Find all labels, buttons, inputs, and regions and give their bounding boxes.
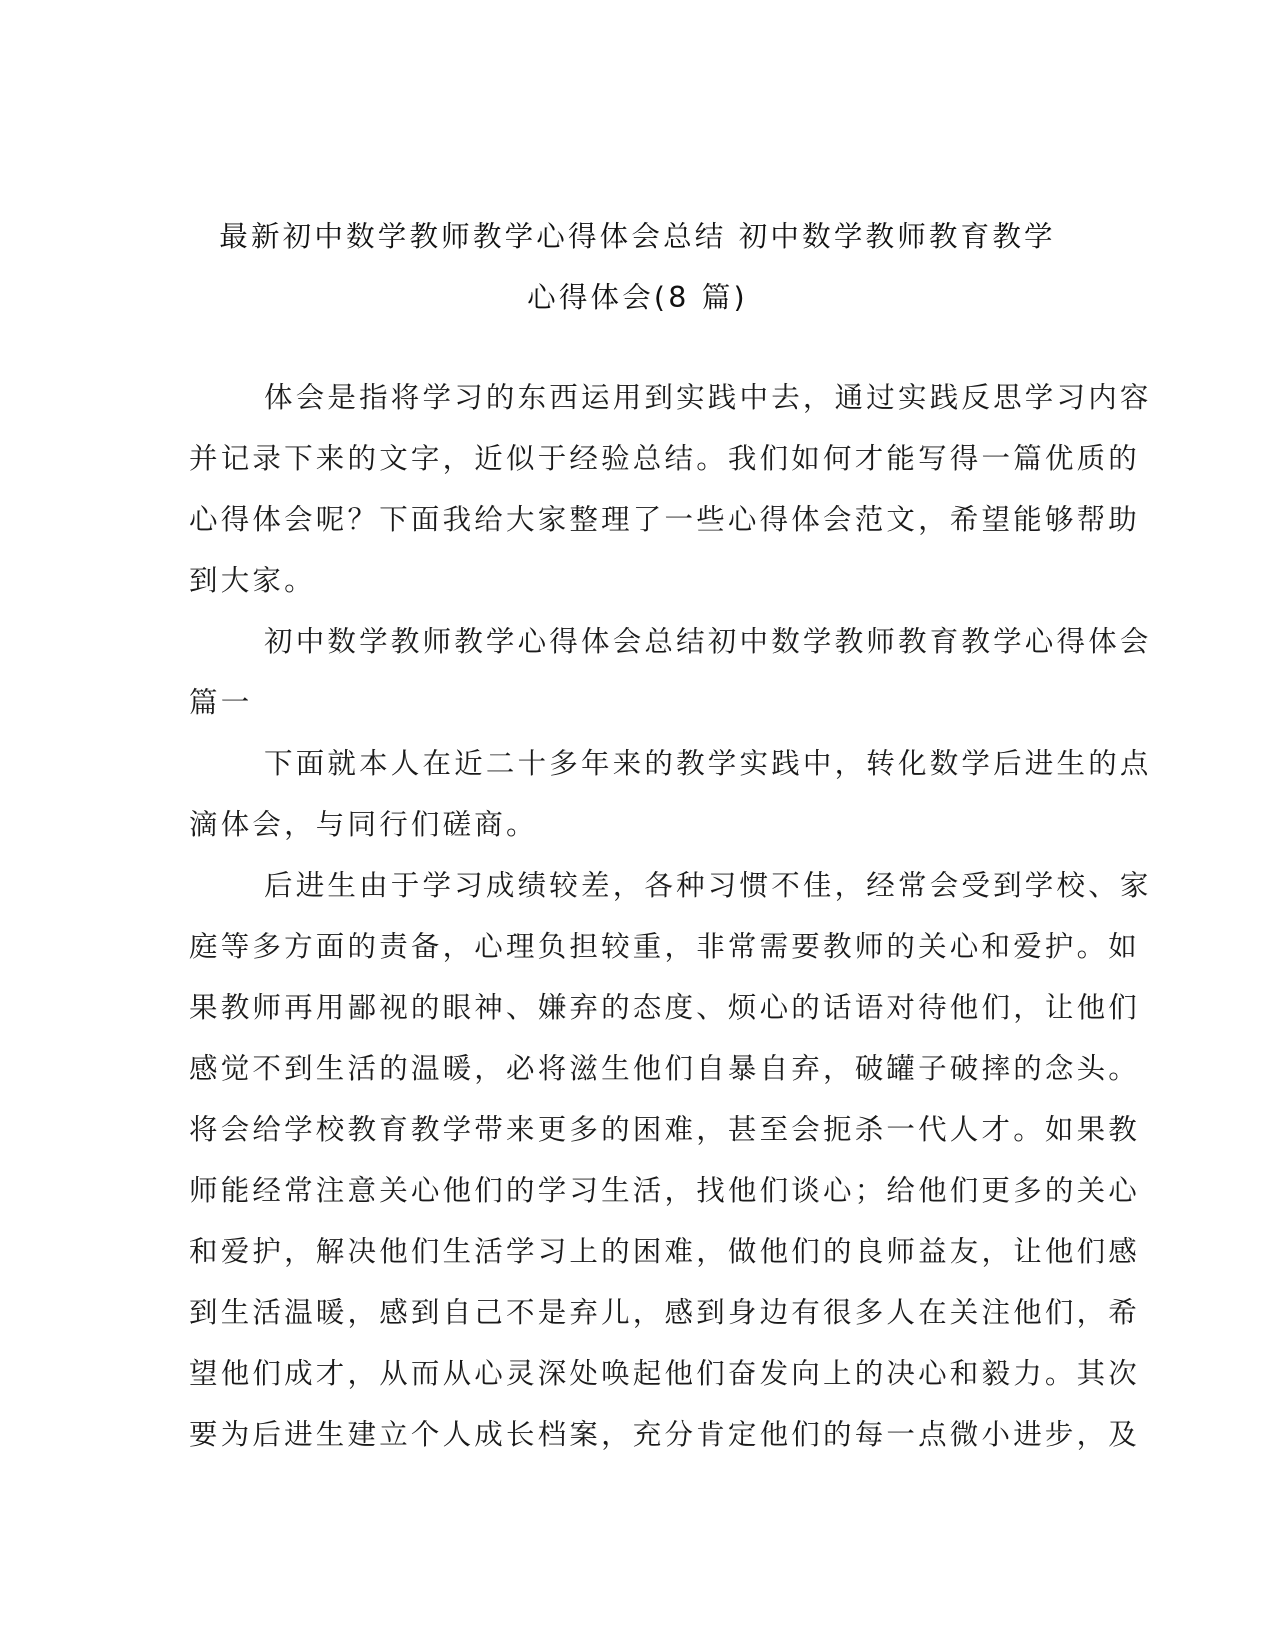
document-title <box>160 206 1115 328</box>
paragraph-line: 庭等多方面的责备，心理负担较重，非常需要教师的关心和爱护。如 <box>189 930 1141 963</box>
title-line: 最新初中数学教师教学心得体会总结 初中数学教师教育教学 <box>219 220 1056 253</box>
paragraph-line: 体会是指将学习的东西运用到实践中去，通过实践反思学习内容 <box>264 381 1152 414</box>
paragraph-line: 下面就本人在近二十多年来的教学实践中，转化数学后进生的点 <box>264 747 1152 780</box>
section-heading <box>189 611 1152 733</box>
paragraph-line: 师能经常注意关心他们的学习生活，找他们谈心；给他们更多的关心 <box>189 1174 1141 1207</box>
paragraph-intro <box>189 367 1152 611</box>
paragraph-line: 到生活温暖，感到自己不是弃儿，感到身边有很多人在关注他们，希 <box>189 1296 1141 1329</box>
paragraph-opening <box>189 733 1152 855</box>
paragraph-line: 感觉不到生活的温暖，必将滋生他们自暴自弃，破罐子破摔的念头。 <box>189 1052 1141 1085</box>
paragraph-line: 篇一 <box>189 686 253 719</box>
title-line: 心得体会(8 篇) <box>527 281 748 314</box>
paragraph-main <box>189 855 1152 1465</box>
paragraph-line: 到大家。 <box>189 564 316 597</box>
paragraph-line: 滴体会，与同行们磋商。 <box>189 808 538 841</box>
paragraph-line: 和爱护，解决他们生活学习上的困难，做他们的良师益友，让他们感 <box>189 1235 1141 1268</box>
paragraph-line: 后进生由于学习成绩较差，各种习惯不佳，经常会受到学校、家 <box>264 869 1152 902</box>
paragraph-line: 果教师再用鄙视的眼神、嫌弃的态度、烦心的话语对待他们，让他们 <box>189 991 1141 1024</box>
paragraph-line: 心得体会呢？下面我给大家整理了一些心得体会范文，希望能够帮助 <box>189 503 1141 536</box>
paragraph-line: 并记录下来的文字，近似于经验总结。我们如何才能写得一篇优质的 <box>189 442 1141 475</box>
document-body <box>189 367 1152 1465</box>
paragraph-line: 望他们成才，从而从心灵深处唤起他们奋发向上的决心和毅力。其次 <box>189 1357 1141 1390</box>
paragraph-line: 初中数学教师教学心得体会总结初中数学教师教育教学心得体会 <box>264 625 1152 658</box>
paragraph-line: 要为后进生建立个人成长档案，充分肯定他们的每一点微小进步，及 <box>189 1418 1141 1451</box>
paragraph-line: 将会给学校教育教学带来更多的困难，甚至会扼杀一代人才。如果教 <box>189 1113 1141 1146</box>
